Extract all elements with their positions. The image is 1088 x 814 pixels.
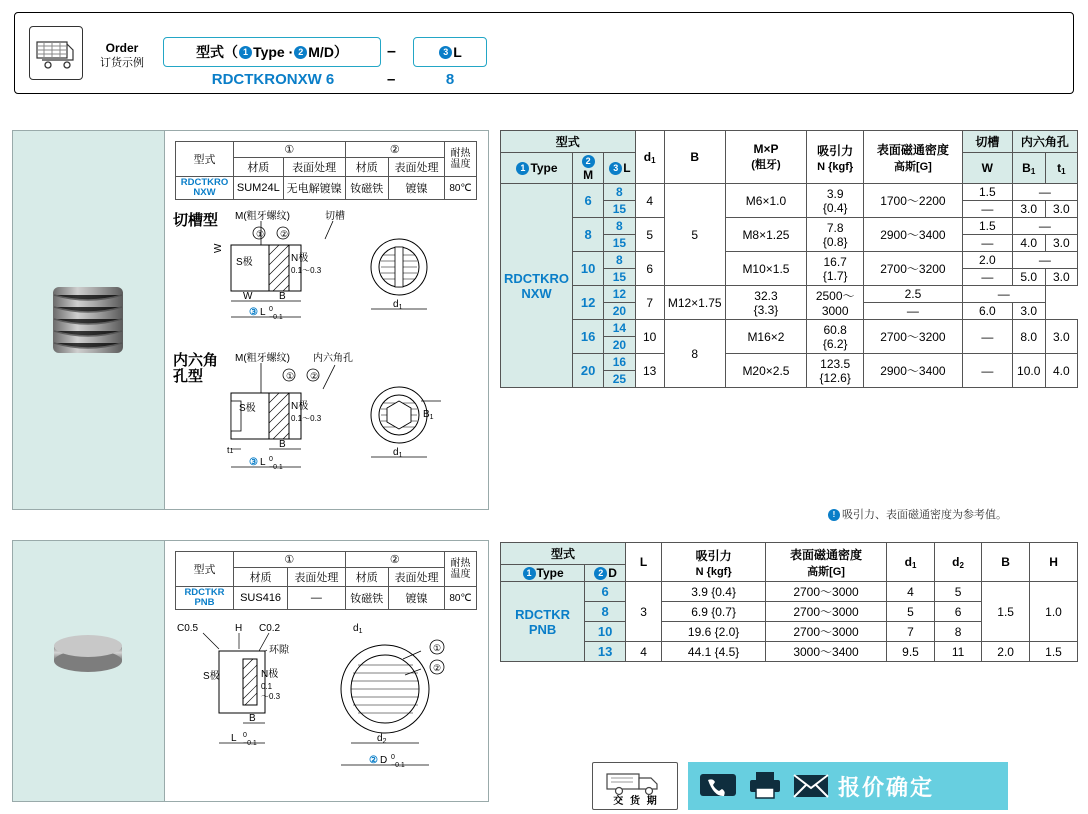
t1-w: — <box>962 201 1012 218</box>
t1-mp: M10×1.5 <box>725 252 807 286</box>
t1-l: 20 <box>604 303 635 320</box>
t2-l: 3 <box>625 582 661 642</box>
mat2-row-heat: 80℃ <box>445 587 477 610</box>
mat-col-heat: 耐热 温度 <box>445 142 477 177</box>
t1-w: 1.5 <box>962 184 1012 201</box>
svg-text:内六角: 内六角 <box>173 352 219 369</box>
t1-l: 8 <box>604 184 635 201</box>
delivery-box <box>592 762 678 810</box>
spec-table-pnb <box>500 542 1078 662</box>
t1-d1: 7 <box>635 286 664 320</box>
svg-text:S极: S极 <box>203 671 220 682</box>
t1-w: — <box>962 269 1012 286</box>
svg-text:0.1: 0.1 <box>261 682 273 691</box>
t1-hexcell: — <box>1012 184 1077 201</box>
t2-force: 3.9 {0.4} <box>662 582 766 602</box>
table1-note: ! 吸引力、表面磁通密度为参考值。 <box>828 506 1007 522</box>
t1-m: 8 <box>573 218 604 252</box>
t2-d1: 4 <box>887 582 935 602</box>
t2-d: 6 <box>585 582 626 602</box>
t1-d1: 4 <box>635 184 664 218</box>
t1-flux: 2900～3400 <box>863 354 962 388</box>
svg-text:d1: $d_1$ <box>353 623 363 635</box>
t1-t1: 3.0 <box>1045 201 1077 218</box>
order-label-cn: 订货示例 <box>100 57 144 69</box>
cart-icon <box>29 26 83 80</box>
t2-type-name: RDCTKR PNB <box>501 582 585 662</box>
t1-l: 16 <box>604 354 635 371</box>
t1-mp: M6×1.0 <box>725 184 807 218</box>
svg-text:0: 0 <box>391 754 395 761</box>
mat2-col-heat: 耐热 温度 <box>445 552 477 587</box>
t2-d2: 5 <box>934 582 981 602</box>
t1-hdr-hex: 内六角孔 <box>1012 131 1077 153</box>
svg-text:①: ① <box>286 371 295 381</box>
mat-group-2: ② <box>345 142 444 158</box>
order-value-l: 8 <box>445 71 455 88</box>
t1-hdr-force: 吸引力 N {kgf} <box>807 131 864 184</box>
t1-m: 10 <box>573 252 604 286</box>
t2-flux: 2700～3000 <box>765 602 886 622</box>
svg-text:N极: N极 <box>261 669 279 680</box>
t1-w: — <box>962 235 1012 252</box>
t1-hdr-type3: 3 L <box>604 153 635 184</box>
svg-text:L: L <box>260 307 266 318</box>
svg-text:C0.2: C0.2 <box>259 623 281 634</box>
t2-hdr-type: 型式 <box>501 543 626 565</box>
svg-text:②: ② <box>280 229 289 239</box>
t1-l: 15 <box>604 201 635 218</box>
svg-text:②: ② <box>310 371 319 381</box>
mat2-row-m1: SUS416 <box>234 587 288 610</box>
t1-hdr-b1: $B_1$ <box>1012 153 1045 184</box>
t1-hdr-b: B <box>664 131 725 184</box>
svg-text:B: B <box>279 291 286 302</box>
t1-hdr-d1: $d_1$ <box>635 131 664 184</box>
order-l-cell: 3 L <box>413 37 487 67</box>
t1-flux: 2700～3200 <box>863 320 962 354</box>
svg-text:d2: $d_2$ <box>377 733 387 745</box>
product-photo-screw <box>13 131 165 509</box>
t1-hexcell: — <box>962 286 1045 303</box>
order-dash-2: – <box>387 71 396 88</box>
t1-d1: 5 <box>635 218 664 252</box>
t2-d1: 5 <box>887 602 935 622</box>
t1-d1: 6 <box>635 252 664 286</box>
svg-text:W: W <box>243 291 253 302</box>
t2-hdr-force: 吸引力 N {kgf} <box>662 543 766 582</box>
mat2-row-m2: 钕磁铁 <box>345 587 388 610</box>
svg-text:0: 0 <box>269 456 273 463</box>
svg-text:0: 0 <box>269 306 273 313</box>
t2-d1: 7 <box>887 622 935 642</box>
mat2-sub-surface-1: 表面处理 <box>288 568 345 587</box>
drawing-hex-type <box>173 349 493 494</box>
t2-d2: 11 <box>934 642 981 662</box>
svg-text:③: ③ <box>249 457 258 468</box>
t1-t1: 3.0 <box>1045 269 1077 286</box>
mat-sub-surface-1: 表面处理 <box>283 158 345 177</box>
t2-force: 6.9 {0.7} <box>662 602 766 622</box>
mat2-sub-surface-2: 表面处理 <box>388 568 444 587</box>
t1-b: 8 <box>664 320 725 388</box>
t1-mp: M16×2 <box>725 320 807 354</box>
svg-text:～0.3: ～0.3 <box>261 692 281 701</box>
t1-l: 8 <box>604 252 635 269</box>
table-row <box>501 286 1078 303</box>
spec-table-nxw <box>500 130 1078 388</box>
order-example-box <box>14 12 1074 94</box>
panel-disc-type <box>12 540 489 802</box>
t1-hdr-mp: M×P (粗牙) <box>725 131 807 184</box>
t1-force: 32.3 {3.3} <box>725 286 807 320</box>
t1-d1: 10 <box>635 320 664 354</box>
badge-3: 3 <box>439 46 452 59</box>
t1-b: 5 <box>664 184 725 286</box>
product-photo-disc <box>13 541 165 801</box>
mat-sub-surface-2: 表面处理 <box>388 158 444 177</box>
t2-hdr-d2: $d_2$ <box>934 543 981 582</box>
svg-text:环隙: 环隙 <box>269 645 289 656</box>
t2-d2: 6 <box>934 602 981 622</box>
svg-text:S极: S极 <box>236 257 253 268</box>
svg-text:L: L <box>231 733 237 744</box>
t1-b1: 4.0 <box>1012 235 1045 252</box>
t1-mp: M8×1.25 <box>725 218 807 252</box>
t1-hdr-flux: 表面磁通密度 高斯[G] <box>863 131 962 184</box>
svg-text:0.1～0.3: 0.1～0.3 <box>291 414 322 423</box>
t1-d1: 13 <box>635 354 664 388</box>
t2-hdr-l: L <box>625 543 661 582</box>
svg-text:内六角孔: 内六角孔 <box>313 353 353 364</box>
t1-mp: M12×1.75 <box>664 286 725 320</box>
mat-sub-material-2: 材质 <box>345 158 388 177</box>
svg-text:W: W <box>213 243 224 253</box>
note-badge-icon: ! <box>828 509 840 521</box>
t2-d1: 9.5 <box>887 642 935 662</box>
t1-type-name: RDCTKRO NXW <box>501 184 573 388</box>
t2-force: 19.6 {2.0} <box>662 622 766 642</box>
svg-text:d1: $d_1$ <box>393 299 403 311</box>
t2-d: 8 <box>585 602 626 622</box>
t1-b1: 5.0 <box>1012 269 1045 286</box>
table-row <box>501 218 1078 235</box>
table-row <box>501 354 1078 371</box>
svg-text:−0.1: −0.1 <box>391 762 405 769</box>
printer-icon <box>748 770 782 803</box>
svg-text:S极: S极 <box>239 403 256 414</box>
t1-hdr-w: W <box>962 153 1012 184</box>
quote-bar[interactable] <box>688 762 1008 810</box>
t1-l: 14 <box>604 320 635 337</box>
order-label-en: Order <box>105 41 139 55</box>
mat2-col-type: 型式 <box>176 552 234 587</box>
svg-text:L: L <box>260 457 266 468</box>
svg-text:②: ② <box>433 663 442 673</box>
t1-flux: 2700～3200 <box>863 252 962 286</box>
t1-m: 20 <box>573 354 604 388</box>
t1-m: 6 <box>573 184 604 218</box>
svg-text:B: B <box>279 439 286 450</box>
t1-w: — <box>962 320 1012 354</box>
svg-text:M(粗牙螺纹): M(粗牙螺纹) <box>235 211 290 222</box>
mat-row-m1: SUM24L <box>234 177 284 200</box>
table-row <box>501 320 1078 337</box>
mat-row-s1: 无电解镀镍 <box>283 177 345 200</box>
svg-text:B1: $B_1$ <box>423 409 434 421</box>
t2-b: 2.0 <box>982 642 1030 662</box>
t1-hexcell: — <box>1012 252 1077 269</box>
t1-t1: 3.0 <box>1012 303 1045 320</box>
t1-hdr-slot: 切槽 <box>962 131 1012 153</box>
mat2-sub-material-1: 材质 <box>234 568 288 587</box>
svg-text:−0.1: −0.1 <box>269 314 283 321</box>
table-row <box>501 184 1078 201</box>
mat2-sub-material-2: 材质 <box>345 568 388 587</box>
panel-slot-type <box>12 130 489 510</box>
table-row <box>501 252 1078 269</box>
t1-l: 20 <box>604 337 635 354</box>
t2-hdr-d1: $d_1$ <box>887 543 935 582</box>
t1-l: 25 <box>604 371 635 388</box>
t2-hdr-b: B <box>982 543 1030 582</box>
t1-l: 15 <box>604 235 635 252</box>
t1-mp: M20×2.5 <box>725 354 807 388</box>
t1-t1: 4.0 <box>1045 354 1077 388</box>
svg-text:B: B <box>249 713 256 724</box>
t1-hdr-type2: 2M <box>573 153 604 184</box>
svg-text:0: 0 <box>243 732 247 739</box>
t1-b1: 10.0 <box>1012 354 1045 388</box>
t1-flux: 2900～3400 <box>863 218 962 252</box>
t2-flux: 2700～3000 <box>765 582 886 602</box>
t2-hdr-type1: 1 Type <box>501 565 585 582</box>
svg-text:②: ② <box>369 755 378 766</box>
drawing-slot-type <box>173 209 493 339</box>
svg-text:C0.5: C0.5 <box>177 623 199 634</box>
t2-hdr-type2: 2 D <box>585 565 626 582</box>
t1-hdr-type1: 1 Type <box>501 153 573 184</box>
svg-text:M(粗牙螺纹): M(粗牙螺纹) <box>235 353 290 364</box>
svg-text:H: H <box>235 623 243 634</box>
svg-text:d1: $d_1$ <box>393 447 403 459</box>
t2-hdr-h: H <box>1030 543 1078 582</box>
table-row <box>501 642 1078 662</box>
t2-d2: 8 <box>934 622 981 642</box>
t1-flux: 2500～3000 <box>807 286 864 320</box>
mat-row-heat: 80℃ <box>445 177 477 200</box>
t1-flux: 1700～2200 <box>863 184 962 218</box>
svg-text:0.1～0.3: 0.1～0.3 <box>291 266 322 275</box>
t1-force: 123.5 {12.6} <box>807 354 864 388</box>
t1-w: 2.5 <box>863 286 962 303</box>
t1-w: — <box>863 303 962 320</box>
mat2-group-2: ② <box>345 552 444 568</box>
svg-text:D: D <box>380 755 388 766</box>
t2-flux: 3000～3400 <box>765 642 886 662</box>
order-label <box>91 41 153 70</box>
t2-force: 44.1 {4.5} <box>662 642 766 662</box>
svg-text:切槽: 切槽 <box>325 211 345 222</box>
t2-d: 13 <box>585 642 626 662</box>
t1-t1: 3.0 <box>1045 235 1077 252</box>
material-table-pnb <box>175 551 477 610</box>
t1-hexcell: — <box>1012 218 1077 235</box>
svg-text:孔型: 孔型 <box>173 368 204 385</box>
svg-text:t1: t1 <box>227 445 234 455</box>
mat-row-code: RDCTKRO NXW <box>176 177 234 200</box>
mat-sub-material-1: 材质 <box>234 158 284 177</box>
material-table-nxw <box>175 141 477 200</box>
t1-m: 12 <box>573 286 604 320</box>
email-icon <box>792 770 830 803</box>
mat2-row-s1: — <box>288 587 345 610</box>
t2-h: 1.5 <box>1030 642 1078 662</box>
mat-group-1: ① <box>234 142 346 158</box>
mat-col-type: 型式 <box>176 142 234 177</box>
mat2-row-s2: 镀镍 <box>388 587 444 610</box>
t1-l: 15 <box>604 269 635 286</box>
mat-row-s2: 镀镍 <box>388 177 444 200</box>
t1-force: 60.8 {6.2} <box>807 320 864 354</box>
order-value-type: RDCTKRONXW 6 <box>211 71 335 88</box>
t2-h: 1.0 <box>1030 582 1078 642</box>
table-row <box>501 582 1078 602</box>
t2-flux: 2700～3000 <box>765 622 886 642</box>
svg-text:−0.1: −0.1 <box>269 464 283 471</box>
t1-force: 7.8 {0.8} <box>807 218 864 252</box>
badge-1: 1 <box>239 46 252 59</box>
t1-w: 1.5 <box>962 218 1012 235</box>
svg-text:N极: N极 <box>291 401 309 412</box>
t1-hdr-t1: $t_1$ <box>1045 153 1077 184</box>
t1-hdr-type: 型式 <box>501 131 636 153</box>
svg-text:N极: N极 <box>291 253 309 264</box>
t1-l: 8 <box>604 218 635 235</box>
order-dash-1: – <box>387 43 396 60</box>
drawing-disc <box>173 619 493 794</box>
phone-icon <box>698 770 738 803</box>
t1-b1: 6.0 <box>962 303 1012 320</box>
t1-force: 3.9 {0.4} <box>807 184 864 218</box>
t2-l: 4 <box>625 642 661 662</box>
svg-text:③: ③ <box>249 307 258 318</box>
svg-text:切槽型: 切槽型 <box>173 212 219 229</box>
svg-text:①: ① <box>433 643 442 653</box>
t2-hdr-flux: 表面磁通密度 高斯[G] <box>765 543 886 582</box>
svg-text:①: ① <box>256 229 265 239</box>
t1-m: 16 <box>573 320 604 354</box>
mat-row-m2: 钕磁铁 <box>345 177 388 200</box>
t1-l: 12 <box>604 286 635 303</box>
order-type-cell: 型式（ 1 Type · 2 M/D） <box>163 37 381 67</box>
t1-w: 2.0 <box>962 252 1012 269</box>
mat2-row-code: RDCTKR PNB <box>176 587 234 610</box>
delivery-label: 交 货 期 <box>613 796 659 807</box>
badge-2: 2 <box>294 46 307 59</box>
t1-force: 16.7 {1.7} <box>807 252 864 286</box>
quote-label: 报价确定 <box>838 774 935 800</box>
mat2-group-1: ① <box>234 552 346 568</box>
svg-text:−0.1: −0.1 <box>243 740 257 747</box>
t2-d: 10 <box>585 622 626 642</box>
t2-b: 1.5 <box>982 582 1030 642</box>
t1-w: — <box>962 354 1012 388</box>
t1-t1: 3.0 <box>1045 320 1077 354</box>
t1-b1: 8.0 <box>1012 320 1045 354</box>
t1-b1: 3.0 <box>1012 201 1045 218</box>
